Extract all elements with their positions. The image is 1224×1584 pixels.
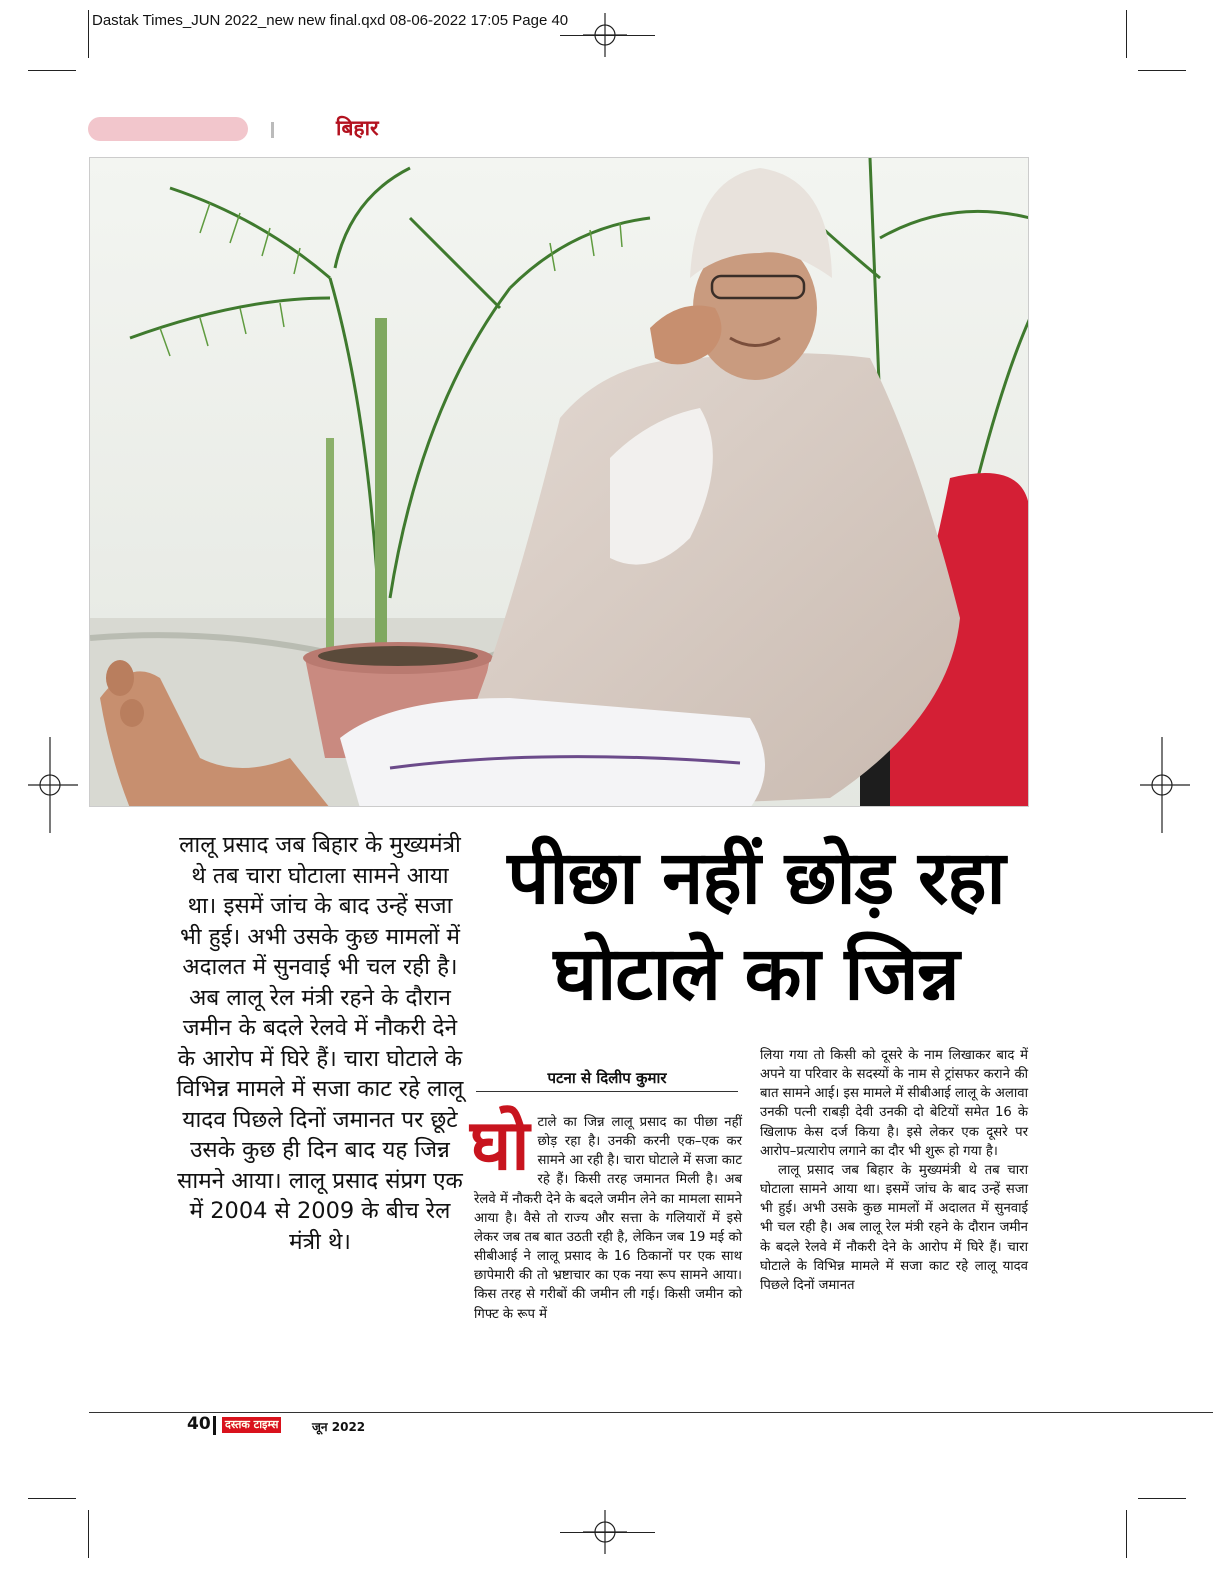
byline: पटना से दिलीप कुमार (547, 1069, 667, 1087)
crop-mark (1138, 1498, 1186, 1499)
crop-mark (88, 1510, 89, 1558)
crop-mark (28, 1498, 76, 1499)
section-tab-decoration (88, 117, 248, 141)
section-divider (271, 122, 274, 138)
crop-mark (1126, 1510, 1127, 1558)
registration-mark-icon (583, 13, 627, 57)
issue-date: जून 2022 (312, 1420, 366, 1434)
crop-mark (28, 70, 76, 71)
article-paragraph: टाले का जिन्न लालू प्रसाद का पीछा नहीं छोड़ रहा है। उनकी करनी एक–एक कर सामने आ रही है। चारा घोटाले में सजा काट रहे हैं। किसी तरह जमानत मिली है। अब रेलवे में नौकरी देने के बदले जमीन लेने का मामला सामने आया है। वैसे तो राज्य और सत्ता के गलियारों में इसे लेकर जब तब बात उठती रही है, लेकिन जब 19 मई को सीबीआई ने लालू प्रसाद के 16 ठिकानों पर एक साथ छापेमारी की तो भ्रष्टाचार का एक नया रूप सामने आया। किस तरह से गरीबों की जमीन ली गई। किसी जमीन को गिफ्ट के रूप में (474, 1115, 742, 1322)
print-slug-line: Dastak Times_JUN 2022_new new final.qxd 08-06-2022 17:05 Page 40 (92, 12, 569, 29)
man-in-chair-photo (90, 158, 1029, 807)
footer-rule (89, 1412, 1213, 1413)
article-column-1 (470, 1104, 742, 1324)
article-paragraph: लालू प्रसाद जब बिहार के मुख्यमंत्री थे तब चारा घोटाला सामने आया था। इसमें जांच के बाद उन्हें सजा भी हुई। अभी उसके कुछ मामलों में अदालत में सुनवाई भी चल रही है। अब लालू रेल मंत्री रहने के दौरान जमीन के बदले रेलवे में नौकरी देने के आरोप में घिरे हैं। चारा घोटाले के विभिन्न मामले में सजा काट रहे लालू यादव पिछले दिनों जमानत (760, 1162, 1028, 1293)
headline-line: पीछा नहीं छोड़ रहा (507, 835, 1005, 921)
pull-quote: लालू प्रसाद जब बिहार के मुख्यमंत्री थे तब चारा घोटाला सामने आया था। इसमें जांच के बाद उन्हें सजा भी हुई। अभी उसके कुछ मामलों में अदालत में सुनवाई भी चल रही है। अब लालू रेल मंत्री रहने के दौरान जमीन के बदले रेलवे में नौकरी देने के आरोप में घिरे हैं। चारा घोटाले के विभिन्न मामले में सजा काट रहे लालू यादव पिछले दिनों जमानत पर छूटे उसके कुछ ही दिन बाद यह जिन्न सामने आया। लालू प्रसाद संप्रग एक में 2004 से 2009 के बीच रेल मंत्री थे। (176, 832, 464, 1255)
registration-mark-icon (583, 1510, 627, 1554)
drop-cap: घो (470, 1104, 530, 1186)
section-title: बिहार (336, 116, 379, 140)
folio-divider (213, 1416, 216, 1435)
page-number: 40 (187, 1414, 211, 1434)
crop-mark (1126, 10, 1127, 58)
article-column-2 (760, 1046, 1028, 1295)
crop-mark (88, 10, 89, 58)
logo-text: दस्तक टाइम्स (225, 1418, 279, 1431)
byline-rule (476, 1091, 738, 1092)
registration-mark-icon (1140, 737, 1190, 833)
headline (476, 830, 1036, 1022)
crop-mark (1138, 70, 1186, 71)
registration-mark-icon (28, 737, 78, 833)
magazine-logo (222, 1417, 281, 1433)
headline-line: घोटाले का जिन्न (553, 931, 959, 1017)
article-paragraph: लिया गया तो किसी को दूसरे के नाम लिखाकर बाद में अपने या परिवार के सदस्यों के नाम से ट्रांसफर कराने की बात सामने आई। इस मामले में सीबीआई लालू के अलावा उनकी पत्नी राबड़ी देवी उनकी दो बेटियों समेत 16 के खिलाफ केस दर्ज किया है। इसे लेकर एक दूसरे पर आरोप–प्रत्यारोप लगाने का दौर भी शुरू हो गया है। (760, 1048, 1028, 1159)
lead-photo (89, 157, 1029, 807)
